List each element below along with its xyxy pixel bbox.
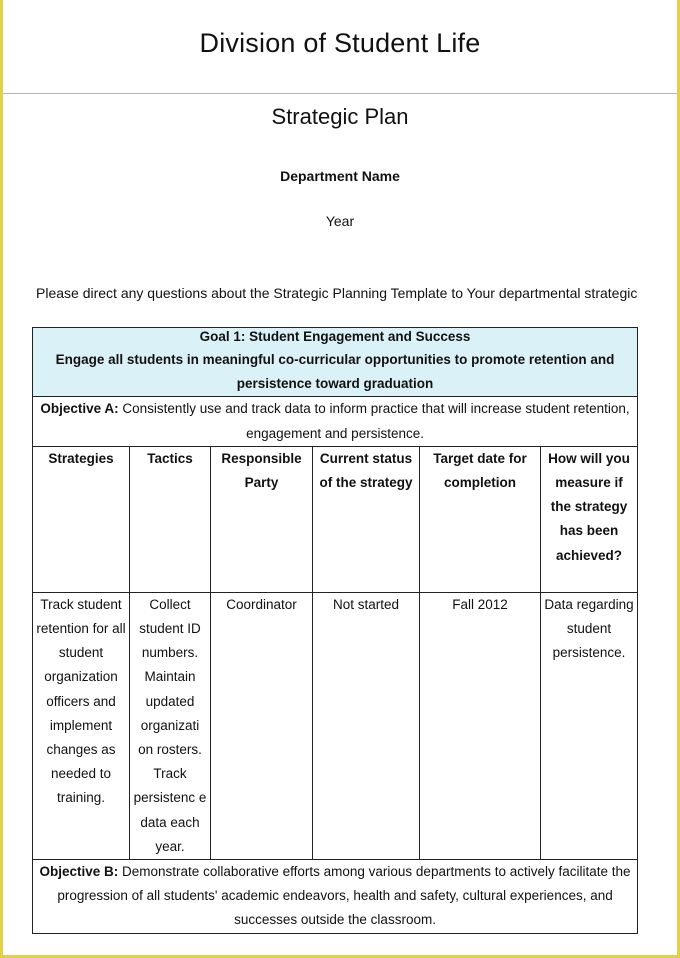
col-header-target: Target date for completion	[420, 446, 541, 592]
document-header	[3, 0, 677, 94]
column-header-row	[33, 446, 638, 592]
col-header-strategies: Strategies	[33, 446, 130, 592]
col-header-status: Current status of the strategy	[313, 446, 420, 592]
division-title: Division of Student Life	[199, 28, 481, 58]
objective-b-label: Objective B:	[39, 864, 119, 880]
cell-measure: Data regarding student persistence.	[541, 592, 638, 859]
goal-row	[33, 328, 638, 397]
objective-b-cell	[33, 860, 638, 934]
col-header-tactics: Tactics	[130, 446, 211, 592]
department-name: Department Name	[280, 168, 400, 184]
objective-a-cell	[33, 397, 638, 446]
cell-responsible: Coordinator	[211, 592, 313, 859]
cell-status: Not started	[313, 592, 420, 859]
col-header-responsible: Responsible Party	[211, 446, 313, 592]
year-label: Year	[325, 213, 355, 229]
objective-a-text: Consistently use and track data to inform practice that will increase student retention, engagement and persistence.	[118, 401, 630, 441]
plan-title: Strategic Plan	[271, 104, 409, 129]
table-row	[33, 592, 638, 859]
goal-label: Goal 1: Student Engagement and Success	[199, 329, 471, 344]
objective-a-label: Objective A:	[40, 401, 119, 417]
col-header-measure: How will you measure if the strategy has been achieved?	[541, 446, 638, 592]
instructions-note: Please direct any questions about the Strategic Planning Template to Your departmental strategic	[36, 285, 638, 301]
strategic-plan-table	[32, 327, 638, 934]
cell-tactics: Collect student ID numbers. Maintain updated organizati on rosters. Track persistenc e data each year.	[130, 592, 211, 859]
objective-b-row	[33, 860, 638, 934]
objective-b-text: Demonstrate collaborative efforts among various departments to actively facilitate the progression of all students' academic endeavors, health and safety, cultural experiences, and successes outside the classroom.	[57, 864, 631, 928]
goal-cell	[33, 328, 638, 397]
cell-strategies: Track student retention for all student organization officers and implement changes as needed to training.	[33, 592, 130, 859]
cell-target: Fall 2012	[420, 592, 541, 859]
objective-a-row	[33, 397, 638, 446]
goal-description: Engage all students in meaningful co-curricular opportunities to promote retention and persistence toward graduation	[55, 352, 615, 392]
